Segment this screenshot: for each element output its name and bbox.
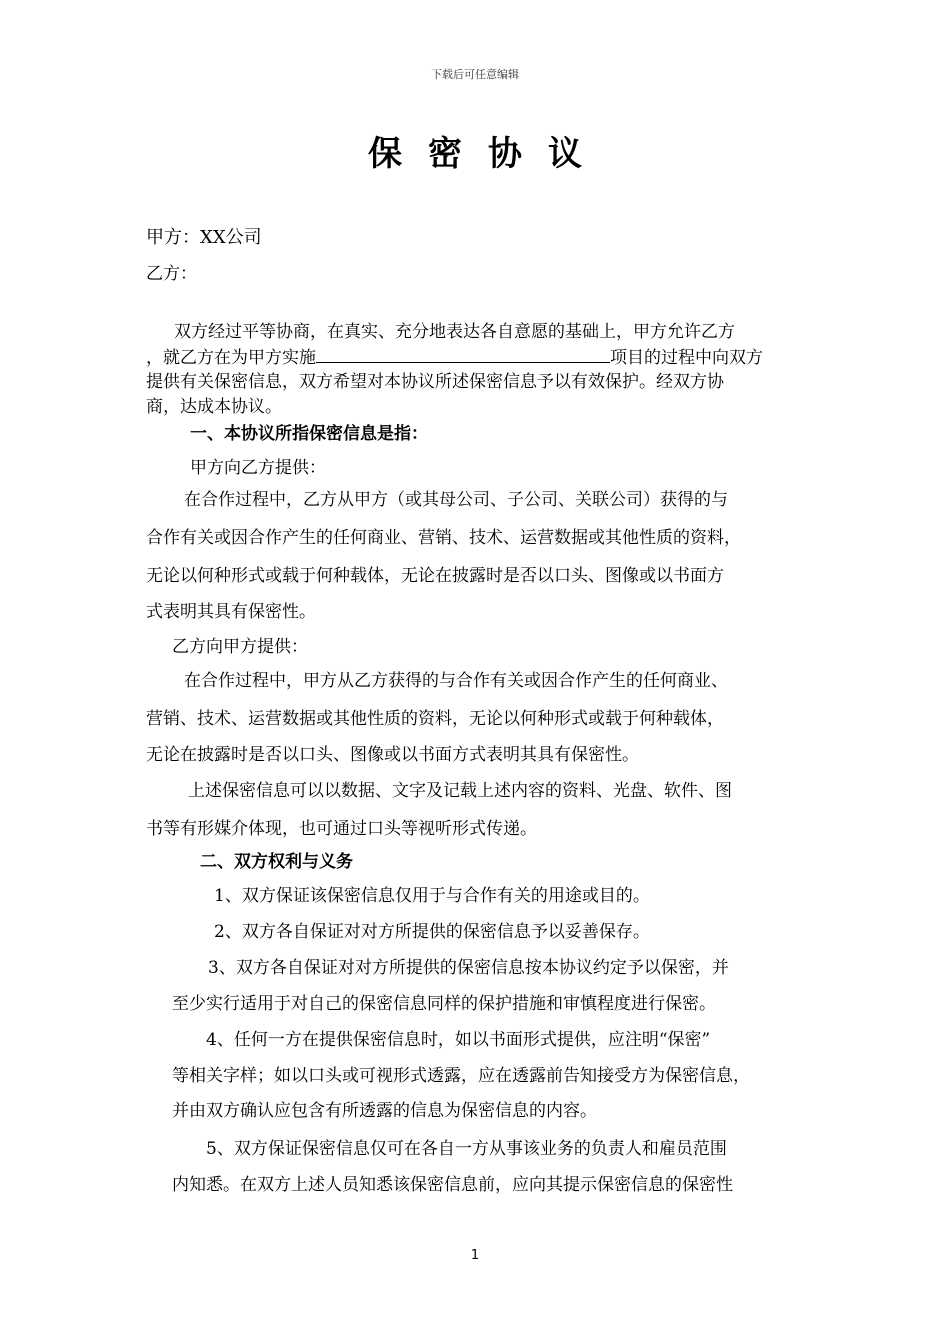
section-1-sub-b: 乙方向甲方提供： xyxy=(172,637,308,657)
section-1-heading: 一、本协议所指保密信息是指： xyxy=(190,424,428,444)
section-1-a-line-1: 在合作过程中，乙方从甲方（或其母公司、子公司、关联公司）获得的与 xyxy=(184,490,728,510)
section-1-sub-a: 甲方向乙方提供： xyxy=(190,458,326,478)
intro-line-2-start: ，就乙方在为甲方实施 xyxy=(146,348,316,368)
section-2-item-4-line-1: 4、任何一方在提供保密信息时，如以书面形式提供，应注明“保密” xyxy=(206,1030,711,1050)
section-2-item-5-line-2: 内知悉。在双方上述人员知悉该保密信息前，应向其提示保密信息的保密性 xyxy=(172,1175,733,1195)
section-1-c-line-2: 书等有形媒介体现，也可通过口头等视听形式传递。 xyxy=(146,819,537,839)
section-2-item-2: 2、双方各自保证对对方所提供的保密信息予以妥善保存。 xyxy=(214,922,650,942)
intro-line-2-end: 项目的过程中向双方 xyxy=(610,348,763,368)
header-note: 下载后可任意编辑 xyxy=(431,68,519,81)
intro-line-1: 双方经过平等协商，在真实、充分地表达各自意愿的基础上，甲方允许乙方 xyxy=(174,322,735,342)
section-2-item-3-line-2: 至少实行适用于对自己的保密信息同样的保护措施和审慎程度进行保密。 xyxy=(172,994,716,1014)
intro-line-4: 商，达成本协议。 xyxy=(146,397,282,417)
section-2-item-4-line-2: 等相关字样；如以口头或可视形式透露，应在透露前告知接受方为保密信息， xyxy=(172,1066,750,1086)
party-b-line: 乙方： xyxy=(146,264,197,284)
section-2-heading: 二、双方权利与义务 xyxy=(200,852,353,872)
project-name-blank xyxy=(316,346,610,363)
intro-line-2 xyxy=(146,346,763,368)
section-2-item-5-line-1: 5、双方保证保密信息仅可在各自一方从事该业务的负责人和雇员范围 xyxy=(206,1139,727,1159)
document-title: 保密协议 xyxy=(368,134,608,174)
party-a-line: 甲方：XX公司 xyxy=(146,227,262,248)
page-number: 1 xyxy=(470,1248,480,1263)
section-2-item-3-line-1: 3、双方各自保证对对方所提供的保密信息按本协议约定予以保密，并 xyxy=(208,958,729,978)
section-1-b-line-1: 在合作过程中，甲方从乙方获得的与合作有关或因合作产生的任何商业、 xyxy=(184,671,728,691)
section-1-b-line-3: 无论在披露时是否以口头、图像或以书面方式表明其具有保密性。 xyxy=(146,745,639,765)
section-2-item-1: 1、双方保证该保密信息仅用于与合作有关的用途或目的。 xyxy=(214,886,650,906)
section-1-a-line-4: 式表明其具有保密性。 xyxy=(146,602,316,622)
section-1-a-line-2: 合作有关或因合作产生的任何商业、营销、技术、运营数据或其他性质的资料， xyxy=(146,528,741,548)
section-1-b-line-2: 营销、技术、运营数据或其他性质的资料，无论以何种形式或载于何种载体， xyxy=(146,709,724,729)
section-1-c-line-1: 上述保密信息可以以数据、文字及记载上述内容的资料、光盘、软件、图 xyxy=(188,781,732,801)
section-1-a-line-3: 无论以何种形式或载于何种载体，无论在披露时是否以口头、图像或以书面方 xyxy=(146,566,724,586)
intro-line-3: 提供有关保密信息，双方希望对本协议所述保密信息予以有效保护。经双方协 xyxy=(146,372,724,392)
section-2-item-4-line-3: 并由双方确认应包含有所透露的信息为保密信息的内容。 xyxy=(172,1101,597,1121)
